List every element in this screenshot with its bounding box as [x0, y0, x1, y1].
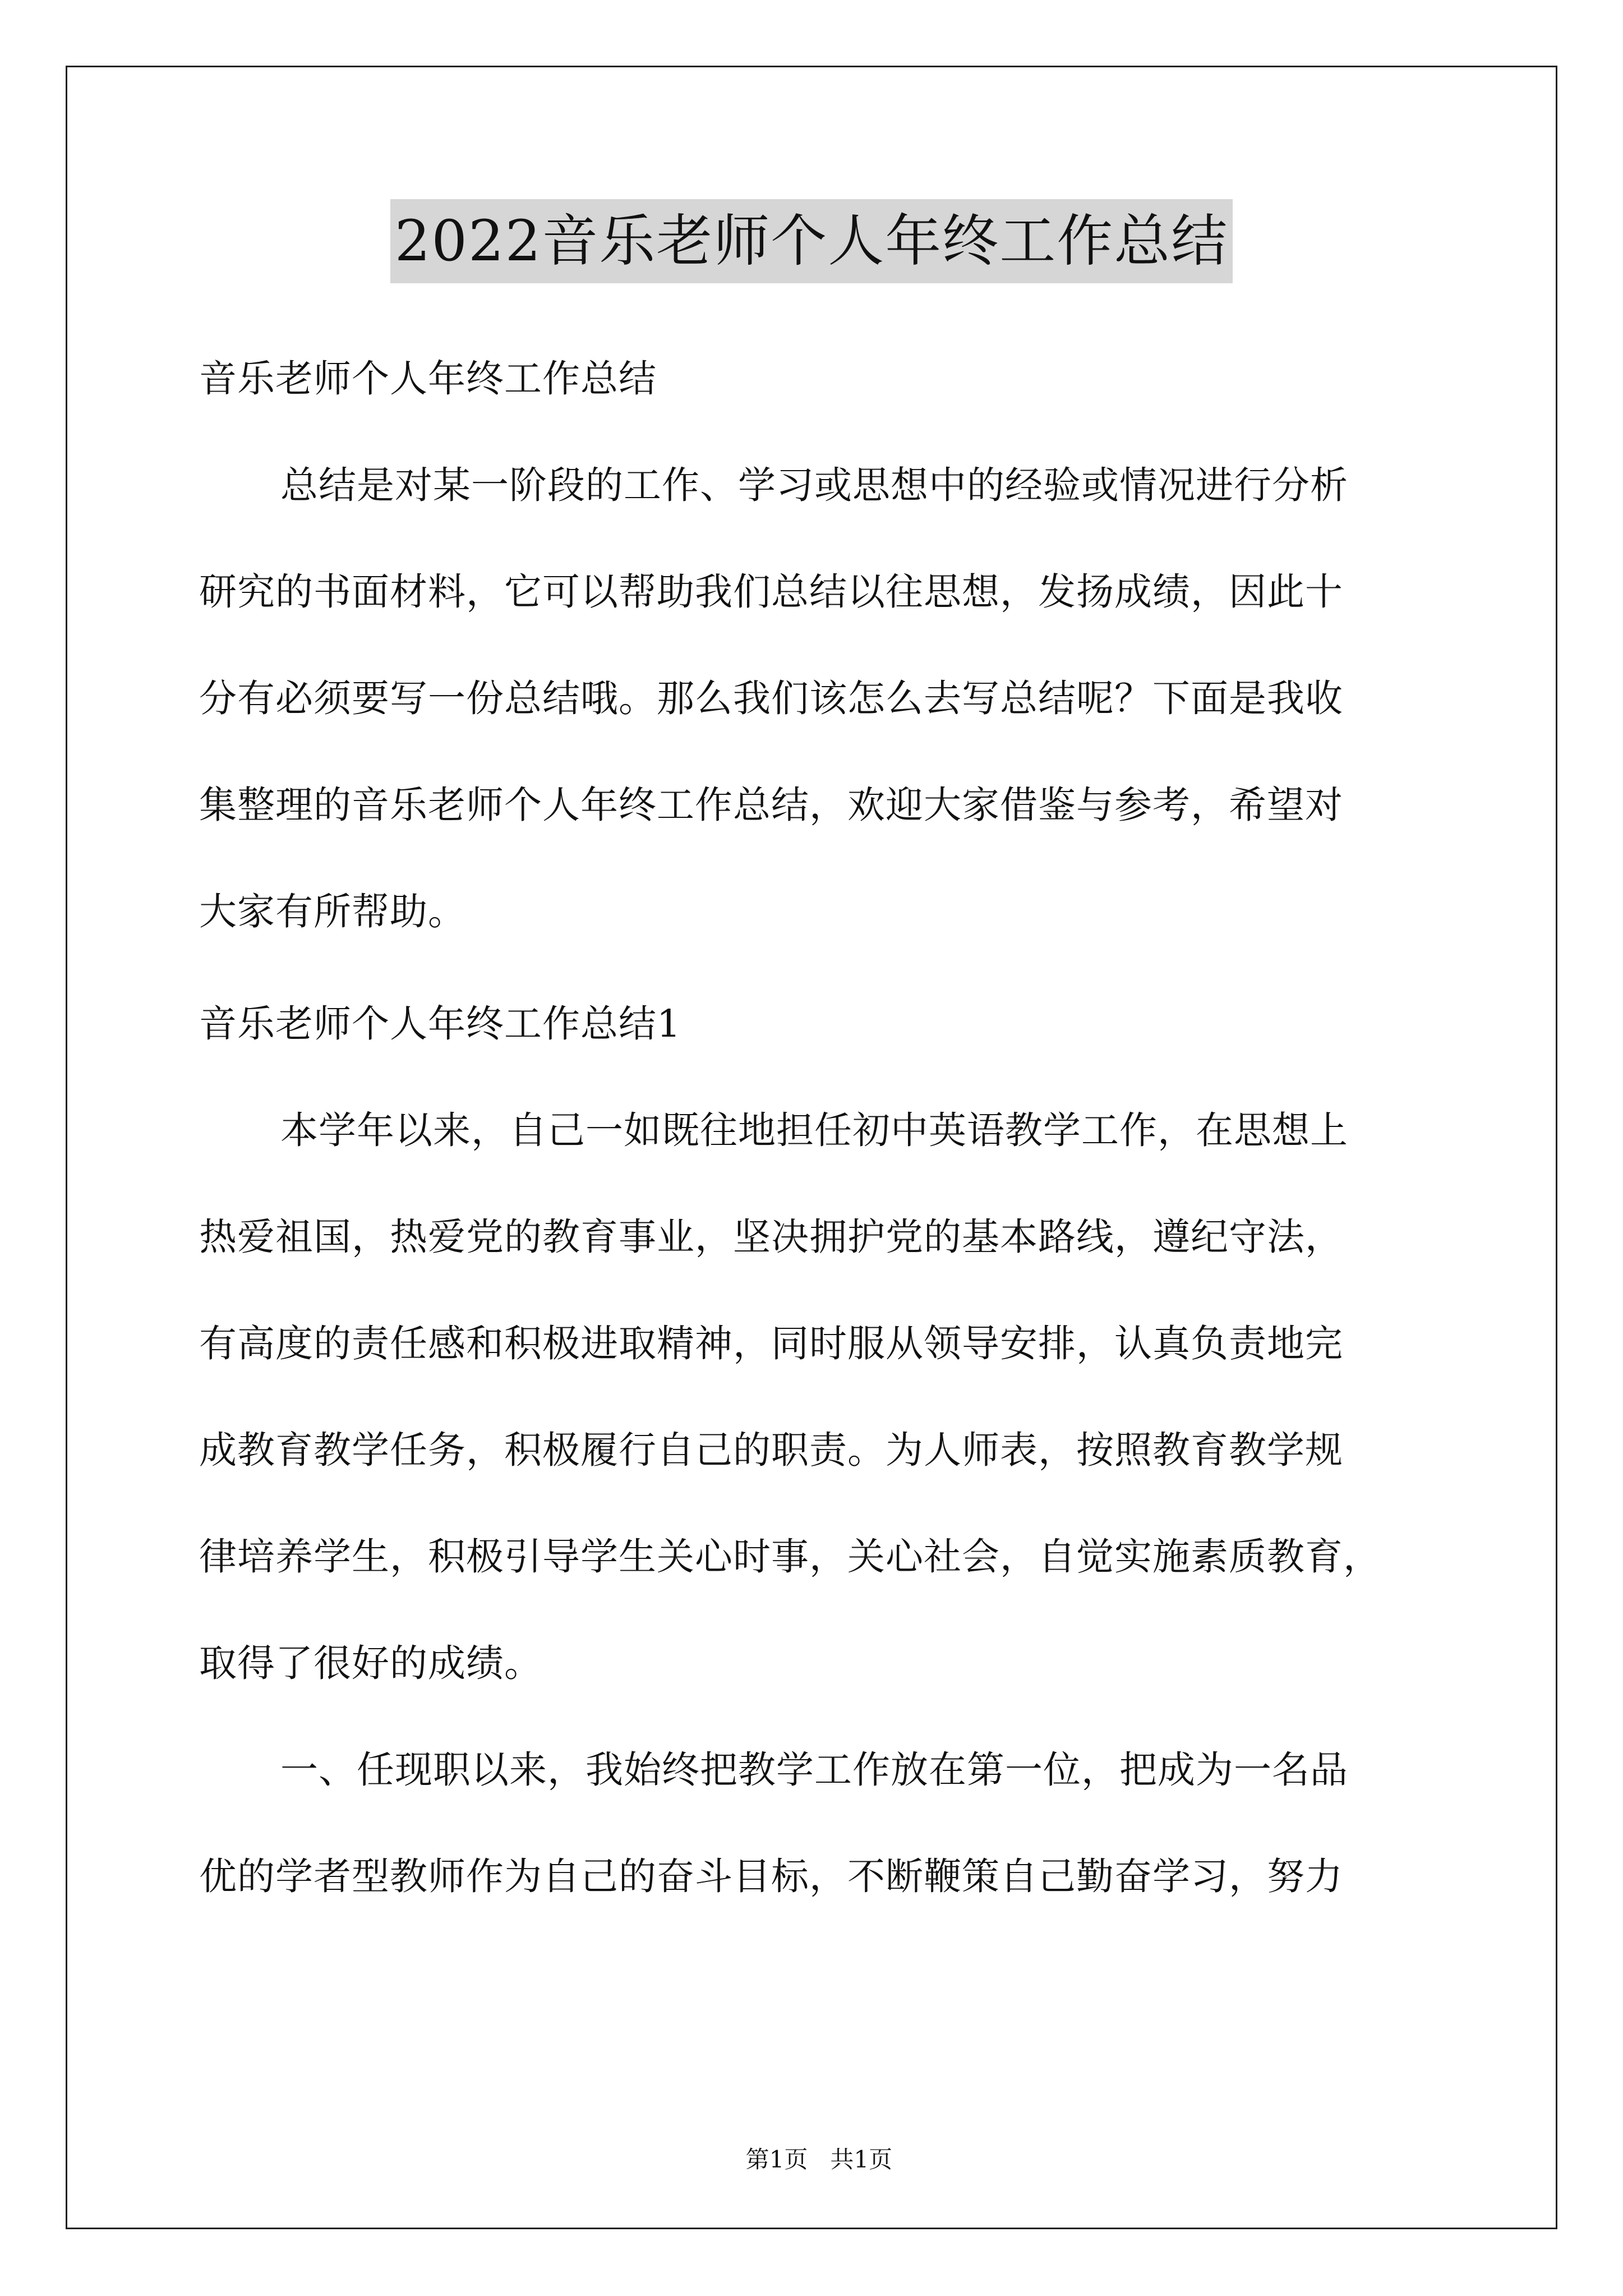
intro-line-3: 分有必须要写一份总结哦。那么我们该怎么去写总结呢？下面是我收 [199, 677, 1343, 720]
section-para2-line-2: 优的学者型教师作为自己的奋斗目标，不断鞭策自己勤奋学习，努力 [199, 1855, 1343, 1898]
section-para1-line-2: 热爱祖国，热爱党的教育事业，坚决拥护党的基本路线，遵纪守法， [199, 1215, 1343, 1259]
section-para2-line-1: 一、任现职以来，我始终把教学工作放在第一位，把成为一名品 [280, 1748, 1348, 1792]
document-body [199, 325, 1467, 965]
section-heading: 音乐老师个人年终工作总结1 [199, 1002, 681, 1046]
section-para1-line-4: 成教育教学任务，积极履行自己的职责。为人师表，按照教育教学规 [199, 1428, 1343, 1472]
document-title: 2022音乐老师个人年终工作总结 [390, 199, 1233, 283]
section-para1-line-1: 本学年以来，自己一如既往地担任初中英语教学工作，在思想上 [280, 1108, 1348, 1152]
section-para1-line-6: 取得了很好的成绩。 [199, 1641, 542, 1685]
page-number: 第1页 共1页 [745, 2146, 893, 2173]
intro-line-5: 大家有所帮助。 [199, 890, 466, 933]
document-subtitle: 音乐老师个人年终工作总结 [199, 357, 657, 401]
title-container [0, 199, 1623, 283]
section-1 [199, 970, 1467, 1930]
page-footer [0, 2109, 1623, 2177]
intro-line-4: 集整理的音乐老师个人年终工作总结，欢迎大家借鉴与参考，希望对 [199, 783, 1343, 827]
intro-line-1: 总结是对某一阶段的工作、学习或思想中的经验或情况进行分析 [280, 463, 1348, 507]
section-para1-line-3: 有高度的责任感和积极进取精神，同时服从领导安排，认真负责地完 [199, 1322, 1343, 1365]
section-para1-line-5: 律培养学生，积极引导学生关心时事，关心社会，自觉实施素质教育， [199, 1535, 1381, 1579]
intro-line-2: 研究的书面材料，它可以帮助我们总结以往思想，发扬成绩，因此十 [199, 570, 1343, 614]
